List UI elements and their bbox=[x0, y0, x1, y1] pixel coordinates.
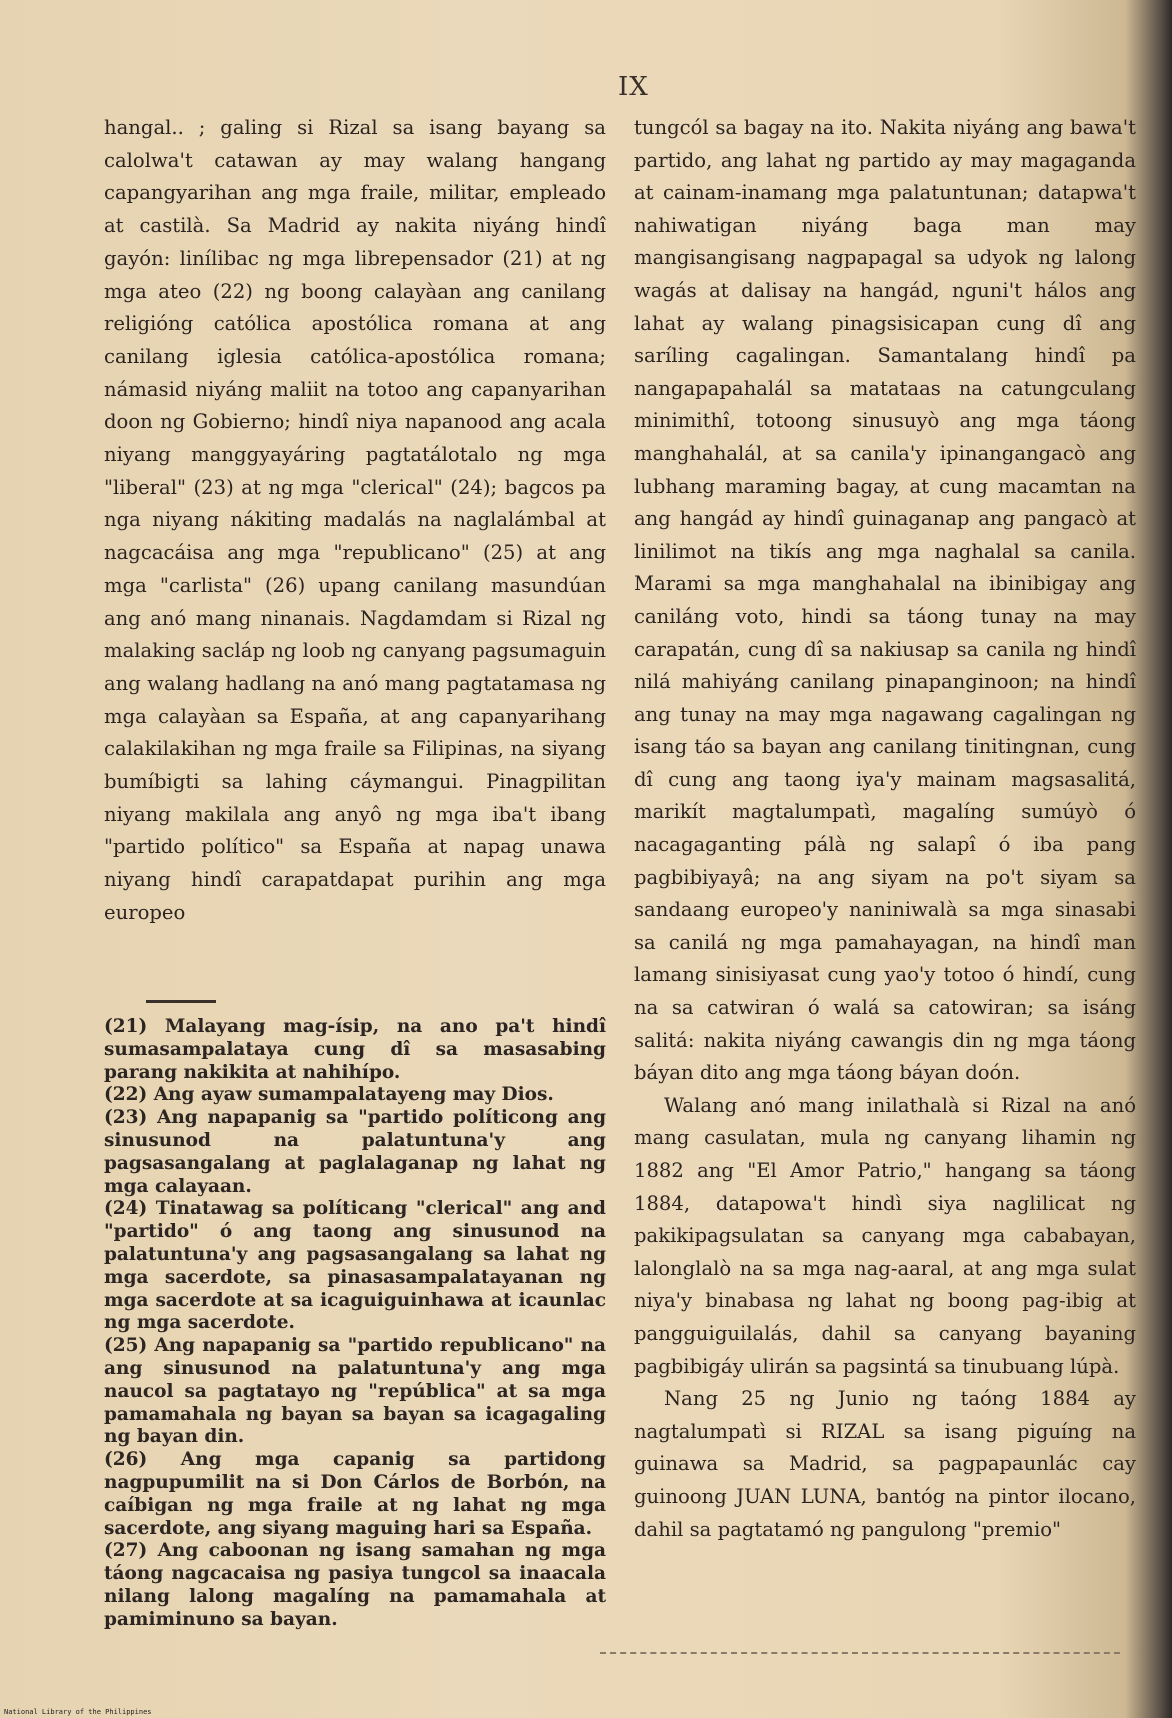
footnote-26: (26) Ang mga capanig sa partidong nagpupumilit na si Don Cárlos de Borbón, na caíbigan ng mga fraile at ng lahat ng mga sacerdote, ang siyang maguing hari sa España. bbox=[104, 1449, 606, 1539]
left-column-text: hangal.. ; galing si Rizal sa isang bayang sa calolwa't catawan ay may walang hangang capangyarihan ang mga fraile, militar, empleado at castilà. Sa Madrid ay nakita niyáng hindî gayón: linílibac ng mga librepensador (21) at ng mga ateo (22) ng boong calayàan ang canilang religióng católica apostólica romana at ang canilang iglesia católica-apostólica romana; námasid niyáng maliit na totoo ang capanyarihan doon ng Gobierno; hindî niya napanood ang acala niyang manggyayáring pagtatálotalo ng mga "liberal" (23) at ng mga "clerical" (24); bagcos pa nga niyang nákiting madalás na naglalámbal at nagcacáisa ang mga "republicano" (25) at ang mga "carlista" (26) upang canilang masundúan ang anó mang ninanais. Nagdamdam si Rizal ng malaking sacláp ng loob ng canyang pagsumaguin ang walang hadlang na anó mang pagtatamasa ng mga calayàan sa España, at ang capanyarihang calakilakihan ng mga fraile sa Filipinas, na siyang bumíbigti sa lahing cáymangui. Pinagpilitan niyang makilala ang anyô ng mga iba't ibang "partido político" sa España at napag unawa niyang hindî carapatdapat purihin ang mga europeo bbox=[104, 116, 606, 924]
library-credit: National Library of the Philippines bbox=[4, 1708, 152, 1716]
footnotes bbox=[104, 1016, 606, 1632]
footnote-24: (24) Tinatawag sa políticang "clerical" ang and "partido" ó ang taong ang sinusunod na palatuntuna'y ang pagsasangalang sa lahat ng mga sacerdote, sa pinasasampalatayanan ng mga sacerdote at sa icaguiguinhawa at icaunlac ng mga sacerdote. bbox=[104, 1198, 606, 1334]
footnote-25: (25) Ang napapanig sa "partido republicano" na ang sinusunod na palatuntuna'y ang mga naucol sa pagtatayo ng "república" at sa mga pamamahala ng bayan sa bayan sa icagagaling ng bayan din. bbox=[104, 1335, 606, 1448]
footnote-27: (27) Ang caboonan ng isang samahan ng mga táong nagcacaisa ng pasiya tungcol sa inaacala nilang lalong magalíng na pamamahala at pamiminuno sa bayan. bbox=[104, 1540, 606, 1630]
right-column-text bbox=[634, 112, 1136, 1546]
page-number: IX bbox=[618, 72, 649, 102]
right-paragraph-1: tungcól sa bagay na ito. Nakita niyáng ang bawa't partido, ang lahat ng partido ay may magaganda at cainam-inamang mga palatuntunan; datapwa't nahiwatigan niyáng baga man may mangisangisang nagpapagal sa udyok ng lalong wagás at dalisay na hangád, nguni't hálos ang lahat ay walang pinagsisicapan cung dî ang saríling cagalingan. Samantalang hindî pa nangapapahalál sa matataas na catungculang minimithî, totoong sinusuyò ang mga táong manghahalál, at sa canila'y ipinangangacò ang lubhang maraming bagay, at cung macamtan na ang hangád ay hindî guinaganap ang pangacò at linilimot na tikís ang mga naghalal sa canila. Marami sa mga manghahalal na ibinibigay ang caniláng voto, hindi sa táong tunay na may carapatán, cung dî sa nakiusap sa canila ng hindî nilá mahiyáng canilang pinapanginoon; na hindî ang tunay na may mga nagawang cagalingan ng isang táo sa bayan ang canilang tinitingnan, cung dî cung ang taong iya'y mainam magsasalitá, marikít magtalumpatì, magalíng sumúyò ó nacagaganting pálà ng salapî ó iba pang pagbibiyayâ; na ang siyam na po't siyam sa sandaang europeo'y naniniwalà sa mga sinasabi sa canilá ng mga pamahayagan, na hindî man lamang sinisiyasat cung yao'y totoo ó hindí, cung na sa catwiran ó walá sa catowiran; sa isáng salitá: nakita niyáng cawangis din ng mga táong báyan dito ang mga táong báyan doón. bbox=[634, 116, 1136, 1085]
footnote-22: (22) Ang ayaw sumampalatayeng may Dios. bbox=[104, 1084, 554, 1106]
footnote-23: (23) Ang napapanig sa "partido políticong ang sinusunod na palatuntuna'y ang pagsasangalang at paglalaganap ng lahat ng mga calayaan. bbox=[104, 1107, 606, 1197]
bottom-dashed-rule bbox=[600, 1652, 1120, 1654]
footnote-divider bbox=[146, 1000, 216, 1003]
footnote-21: (21) Malayang mag-ísip, na ano pa't hindî sumasampalataya cung dî sa masasabing parang nakikita at nahihípo. bbox=[104, 1016, 606, 1083]
right-paragraph-2: Walang anó mang inilathalà si Rizal na anó mang casulatan, mula ng canyang lihamin ng 1882 ang "El Amor Patrio," hangang sa táong 1884, datapowa't hindì siya naglilicat ng pakikipagsulatan sa canyang mga cababayan, lalonglalò na sa mga nag-aaral, at ang mga sulat niya'y binabasa ng lahat ng boong pag-ibig at pangguiguilalás, dahil sa canyang bayaning pagbibigáy ulirán sa pagsintá sa tinubuang lúpà. bbox=[634, 1093, 1136, 1378]
right-paragraph-3: Nang 25 ng Junio ng taóng 1884 ay nagtalumpatì si RIZAL sa isang piguíng na guinawa sa Madrid, sa pagpapaunlác cay guinoong JUAN LUNA, bantóg na pintor ilocano, dahil sa pagtatamó ng pangulong "premio" bbox=[634, 1387, 1136, 1541]
